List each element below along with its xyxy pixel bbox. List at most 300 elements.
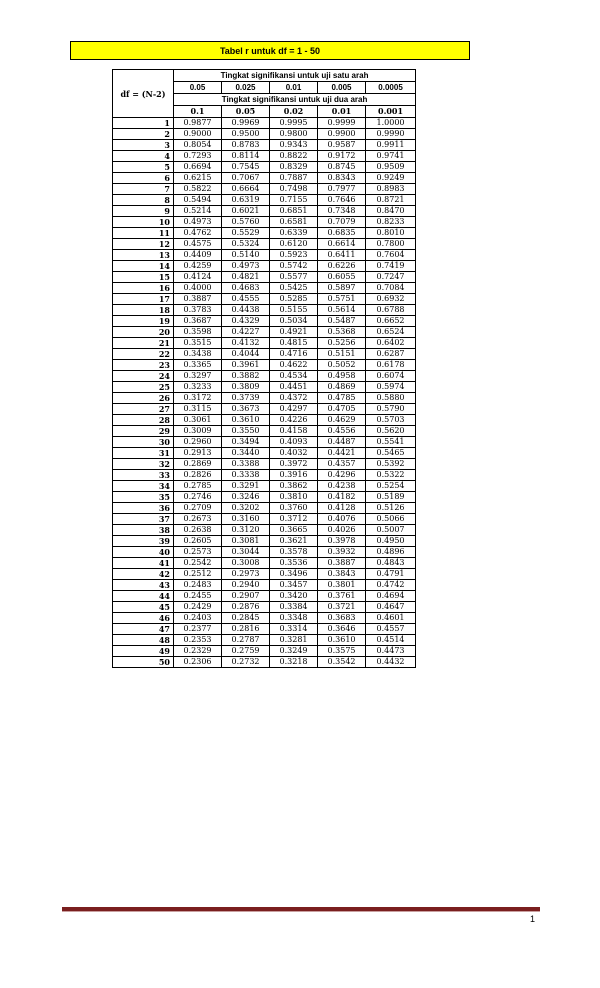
df-cell: 33 bbox=[113, 470, 174, 481]
r-value-cell: 0.5620 bbox=[366, 426, 416, 437]
table-row bbox=[113, 272, 416, 283]
r-value-cell: 0.5007 bbox=[366, 525, 416, 536]
r-value-cell: 0.3438 bbox=[174, 349, 222, 360]
df-cell: 37 bbox=[113, 514, 174, 525]
r-value-cell: 0.3809 bbox=[222, 382, 270, 393]
r-value-cell: 0.7498 bbox=[270, 184, 318, 195]
r-value-cell: 0.2746 bbox=[174, 492, 222, 503]
r-value-cell: 0.4044 bbox=[222, 349, 270, 360]
table-row bbox=[113, 602, 416, 613]
r-value-cell: 0.2973 bbox=[222, 569, 270, 580]
r-value-cell: 0.4869 bbox=[318, 382, 366, 393]
r-value-cell: 0.3246 bbox=[222, 492, 270, 503]
r-value-cell: 0.9509 bbox=[366, 162, 416, 173]
table-row bbox=[113, 503, 416, 514]
df-cell: 1 bbox=[113, 118, 174, 129]
df-cell: 35 bbox=[113, 492, 174, 503]
table-row bbox=[113, 173, 416, 184]
table-row bbox=[113, 195, 416, 206]
r-value-cell: 0.3721 bbox=[318, 602, 366, 613]
r-value-cell: 0.3961 bbox=[222, 360, 270, 371]
r-value-cell: 0.3801 bbox=[318, 580, 366, 591]
r-value-cell: 0.3712 bbox=[270, 514, 318, 525]
r-value-cell: 0.2542 bbox=[174, 558, 222, 569]
r-value-cell: 0.5368 bbox=[318, 327, 366, 338]
r-value-cell: 0.6319 bbox=[222, 195, 270, 206]
r-value-cell: 0.3916 bbox=[270, 470, 318, 481]
r-value-cell: 0.3882 bbox=[222, 371, 270, 382]
df-cell: 32 bbox=[113, 459, 174, 470]
table-row bbox=[113, 239, 416, 250]
r-value-cell: 0.5703 bbox=[366, 415, 416, 426]
r-value-cell: 0.3621 bbox=[270, 536, 318, 547]
r-value-cell: 0.2845 bbox=[222, 613, 270, 624]
r-value-cell: 0.5897 bbox=[318, 283, 366, 294]
r-value-cell: 0.7247 bbox=[366, 272, 416, 283]
table-row bbox=[113, 162, 416, 173]
r-value-cell: 0.5189 bbox=[366, 492, 416, 503]
r-value-cell: 0.4629 bbox=[318, 415, 366, 426]
r-value-cell: 0.4556 bbox=[318, 426, 366, 437]
r-value-cell: 0.3172 bbox=[174, 393, 222, 404]
r-value-cell: 0.4296 bbox=[318, 470, 366, 481]
r-value-cell: 0.4227 bbox=[222, 327, 270, 338]
df-cell: 13 bbox=[113, 250, 174, 261]
page-number: 1 bbox=[530, 914, 536, 924]
df-cell: 9 bbox=[113, 206, 174, 217]
table-row bbox=[113, 448, 416, 459]
r-value-cell: 0.5529 bbox=[222, 228, 270, 239]
r-value-cell: 0.6402 bbox=[366, 338, 416, 349]
r-value-cell: 0.5494 bbox=[174, 195, 222, 206]
df-cell: 23 bbox=[113, 360, 174, 371]
r-value-cell: 0.5790 bbox=[366, 404, 416, 415]
r-value-cell: 0.3160 bbox=[222, 514, 270, 525]
table-row bbox=[113, 393, 416, 404]
table-row bbox=[113, 151, 416, 162]
r-value-cell: 0.3646 bbox=[318, 624, 366, 635]
one-tail-level: 0.05 bbox=[174, 82, 222, 94]
df-cell: 29 bbox=[113, 426, 174, 437]
table-row bbox=[113, 371, 416, 382]
r-value-cell: 0.4973 bbox=[222, 261, 270, 272]
r-value-cell: 0.9343 bbox=[270, 140, 318, 151]
r-value-cell: 0.9877 bbox=[174, 118, 222, 129]
r-value-cell: 0.3457 bbox=[270, 580, 318, 591]
r-value-cell: 0.5254 bbox=[366, 481, 416, 492]
df-cell: 30 bbox=[113, 437, 174, 448]
df-cell: 2 bbox=[113, 129, 174, 140]
table-row bbox=[113, 118, 416, 129]
r-value-cell: 0.6614 bbox=[318, 239, 366, 250]
r-value-cell: 0.5425 bbox=[270, 283, 318, 294]
r-value-cell: 0.7348 bbox=[318, 206, 366, 217]
r-value-cell: 0.6524 bbox=[366, 327, 416, 338]
r-value-cell: 0.3932 bbox=[318, 547, 366, 558]
r-value-cell: 0.3281 bbox=[270, 635, 318, 646]
r-value-cell: 0.3420 bbox=[270, 591, 318, 602]
r-value-cell: 0.4716 bbox=[270, 349, 318, 360]
table-row bbox=[113, 184, 416, 195]
r-value-cell: 0.3610 bbox=[222, 415, 270, 426]
r-value-cell: 0.4000 bbox=[174, 283, 222, 294]
r-value-cell: 0.3202 bbox=[222, 503, 270, 514]
r-value-cell: 0.4921 bbox=[270, 327, 318, 338]
r-value-cell: 0.9969 bbox=[222, 118, 270, 129]
df-cell: 26 bbox=[113, 393, 174, 404]
r-value-cell: 0.8114 bbox=[222, 151, 270, 162]
table-row bbox=[113, 525, 416, 536]
df-cell: 24 bbox=[113, 371, 174, 382]
r-value-cell: 0.3665 bbox=[270, 525, 318, 536]
r-value-cell: 0.3550 bbox=[222, 426, 270, 437]
two-tail-level: 0.001 bbox=[366, 106, 416, 118]
r-value-cell: 0.2876 bbox=[222, 602, 270, 613]
r-value-cell: 0.6339 bbox=[270, 228, 318, 239]
table-row bbox=[113, 415, 416, 426]
r-value-cell: 0.3233 bbox=[174, 382, 222, 393]
r-value-cell: 0.3515 bbox=[174, 338, 222, 349]
df-cell: 36 bbox=[113, 503, 174, 514]
r-value-cell: 0.4297 bbox=[270, 404, 318, 415]
r-value-cell: 0.4132 bbox=[222, 338, 270, 349]
df-cell: 25 bbox=[113, 382, 174, 393]
r-value-cell: 0.6021 bbox=[222, 206, 270, 217]
two-tail-label: Tingkat signifikansi untuk uji dua arah bbox=[174, 94, 416, 106]
table-row bbox=[113, 294, 416, 305]
r-value-cell: 0.2605 bbox=[174, 536, 222, 547]
two-tail-level: 0.05 bbox=[222, 106, 270, 118]
r-value-cell: 0.3365 bbox=[174, 360, 222, 371]
r-value-cell: 0.3578 bbox=[270, 547, 318, 558]
one-tail-level: 0.0005 bbox=[366, 82, 416, 94]
r-value-cell: 0.4534 bbox=[270, 371, 318, 382]
r-value-cell: 0.5760 bbox=[222, 217, 270, 228]
r-value-cell: 0.9800 bbox=[270, 129, 318, 140]
r-value-cell: 0.3862 bbox=[270, 481, 318, 492]
r-value-cell: 0.4432 bbox=[366, 657, 416, 668]
table-row bbox=[113, 580, 416, 591]
r-value-cell: 0.6120 bbox=[270, 239, 318, 250]
r-value-cell: 0.7079 bbox=[318, 217, 366, 228]
r-value-cell: 0.5151 bbox=[318, 349, 366, 360]
r-value-cell: 0.2787 bbox=[222, 635, 270, 646]
r-value-cell: 0.3575 bbox=[318, 646, 366, 657]
df-cell: 16 bbox=[113, 283, 174, 294]
table-row bbox=[113, 437, 416, 448]
table-row bbox=[113, 459, 416, 470]
table-row bbox=[113, 569, 416, 580]
footer-rule-shadow bbox=[62, 911, 540, 912]
r-value-cell: 0.5052 bbox=[318, 360, 366, 371]
r-value-cell: 0.8822 bbox=[270, 151, 318, 162]
r-value-cell: 0.9172 bbox=[318, 151, 366, 162]
r-value-cell: 0.5742 bbox=[270, 261, 318, 272]
one-tail-level: 0.01 bbox=[270, 82, 318, 94]
df-cell: 49 bbox=[113, 646, 174, 657]
table-row bbox=[113, 547, 416, 558]
r-value-cell: 0.4973 bbox=[174, 217, 222, 228]
r-value-cell: 0.9249 bbox=[366, 173, 416, 184]
r-value-cell: 0.3120 bbox=[222, 525, 270, 536]
r-value-cell: 0.4182 bbox=[318, 492, 366, 503]
r-value-cell: 0.3009 bbox=[174, 426, 222, 437]
table-row bbox=[113, 558, 416, 569]
r-value-cell: 0.6652 bbox=[366, 316, 416, 327]
df-cell: 45 bbox=[113, 602, 174, 613]
r-value-cell: 0.3384 bbox=[270, 602, 318, 613]
r-value-cell: 0.4694 bbox=[366, 591, 416, 602]
r-value-cell: 0.9995 bbox=[270, 118, 318, 129]
table-row bbox=[113, 206, 416, 217]
r-value-cell: 0.4575 bbox=[174, 239, 222, 250]
r-value-cell: 0.4601 bbox=[366, 613, 416, 624]
table-row bbox=[113, 404, 416, 415]
r-value-cell: 0.8054 bbox=[174, 140, 222, 151]
r-value-cell: 0.8329 bbox=[270, 162, 318, 173]
table-row bbox=[113, 591, 416, 602]
r-value-cell: 0.2512 bbox=[174, 569, 222, 580]
df-cell: 46 bbox=[113, 613, 174, 624]
r-value-cell: 0.2306 bbox=[174, 657, 222, 668]
table-row bbox=[113, 360, 416, 371]
df-cell: 40 bbox=[113, 547, 174, 558]
table-row bbox=[113, 228, 416, 239]
r-value-cell: 0.3314 bbox=[270, 624, 318, 635]
df-cell: 14 bbox=[113, 261, 174, 272]
r-value-cell: 0.2638 bbox=[174, 525, 222, 536]
r-value-cell: 0.7977 bbox=[318, 184, 366, 195]
r-value-cell: 0.2913 bbox=[174, 448, 222, 459]
r-value-cell: 1.0000 bbox=[366, 118, 416, 129]
r-value-cell: 0.4487 bbox=[318, 437, 366, 448]
r-value-cell: 0.3810 bbox=[270, 492, 318, 503]
r-value-cell: 0.3673 bbox=[222, 404, 270, 415]
df-cell: 47 bbox=[113, 624, 174, 635]
r-value-cell: 0.4438 bbox=[222, 305, 270, 316]
r-value-cell: 0.5751 bbox=[318, 294, 366, 305]
r-value-cell: 0.3440 bbox=[222, 448, 270, 459]
r-value-cell: 0.4238 bbox=[318, 481, 366, 492]
r-value-cell: 0.4705 bbox=[318, 404, 366, 415]
r-value-cell: 0.9911 bbox=[366, 140, 416, 151]
df-cell: 44 bbox=[113, 591, 174, 602]
r-value-cell: 0.6178 bbox=[366, 360, 416, 371]
r-value-cell: 0.3536 bbox=[270, 558, 318, 569]
r-value-cell: 0.8983 bbox=[366, 184, 416, 195]
r-value-cell: 0.5577 bbox=[270, 272, 318, 283]
r-value-cell: 0.3760 bbox=[270, 503, 318, 514]
r-value-cell: 0.4226 bbox=[270, 415, 318, 426]
r-value-cell: 0.3008 bbox=[222, 558, 270, 569]
r-value-cell: 0.8783 bbox=[222, 140, 270, 151]
r-value-cell: 0.4124 bbox=[174, 272, 222, 283]
r-value-cell: 0.7419 bbox=[366, 261, 416, 272]
r-value-cell: 0.5140 bbox=[222, 250, 270, 261]
r-value-cell: 0.2907 bbox=[222, 591, 270, 602]
table-row bbox=[113, 129, 416, 140]
df-cell: 22 bbox=[113, 349, 174, 360]
r-value-cell: 0.5214 bbox=[174, 206, 222, 217]
df-cell: 15 bbox=[113, 272, 174, 283]
r-value-cell: 0.4357 bbox=[318, 459, 366, 470]
r-value-cell: 0.4821 bbox=[222, 272, 270, 283]
r-value-cell: 0.8745 bbox=[318, 162, 366, 173]
two-tail-level: 0.1 bbox=[174, 106, 222, 118]
r-value-cell: 0.3338 bbox=[222, 470, 270, 481]
r-value-cell: 0.4762 bbox=[174, 228, 222, 239]
df-cell: 39 bbox=[113, 536, 174, 547]
table-row bbox=[113, 635, 416, 646]
r-value-cell: 0.8343 bbox=[318, 173, 366, 184]
df-cell: 34 bbox=[113, 481, 174, 492]
r-value-cell: 0.7604 bbox=[366, 250, 416, 261]
r-value-cell: 0.7067 bbox=[222, 173, 270, 184]
r-value-cell: 0.6581 bbox=[270, 217, 318, 228]
r-value-cell: 0.3291 bbox=[222, 481, 270, 492]
r-value-cell: 0.5614 bbox=[318, 305, 366, 316]
r-value-cell: 0.6215 bbox=[174, 173, 222, 184]
two-tail-level: 0.02 bbox=[270, 106, 318, 118]
r-value-cell: 0.6694 bbox=[174, 162, 222, 173]
r-value-cell: 0.6664 bbox=[222, 184, 270, 195]
r-value-cell: 0.3739 bbox=[222, 393, 270, 404]
table-row bbox=[113, 327, 416, 338]
r-value-cell: 0.3761 bbox=[318, 591, 366, 602]
table-row bbox=[113, 250, 416, 261]
r-value-cell: 0.2377 bbox=[174, 624, 222, 635]
r-value-cell: 0.4555 bbox=[222, 294, 270, 305]
r-value-cell: 0.2573 bbox=[174, 547, 222, 558]
r-value-cell: 0.5126 bbox=[366, 503, 416, 514]
r-value-cell: 0.4742 bbox=[366, 580, 416, 591]
r-value-cell: 0.8721 bbox=[366, 195, 416, 206]
r-value-cell: 0.5465 bbox=[366, 448, 416, 459]
r-value-cell: 0.2826 bbox=[174, 470, 222, 481]
r-value-cell: 0.3494 bbox=[222, 437, 270, 448]
r-value-cell: 0.5324 bbox=[222, 239, 270, 250]
df-cell: 3 bbox=[113, 140, 174, 151]
df-cell: 7 bbox=[113, 184, 174, 195]
r-value-cell: 0.2353 bbox=[174, 635, 222, 646]
r-value-cell: 0.8010 bbox=[366, 228, 416, 239]
r-value-cell: 0.4158 bbox=[270, 426, 318, 437]
two-tail-level: 0.01 bbox=[318, 106, 366, 118]
r-value-cell: 0.3496 bbox=[270, 569, 318, 580]
r-value-cell: 0.3542 bbox=[318, 657, 366, 668]
r-value-cell: 0.9990 bbox=[366, 129, 416, 140]
df-cell: 50 bbox=[113, 657, 174, 668]
table-row bbox=[113, 514, 416, 525]
r-value-cell: 0.3348 bbox=[270, 613, 318, 624]
r-value-cell: 0.4950 bbox=[366, 536, 416, 547]
table-row bbox=[113, 536, 416, 547]
r-value-cell: 0.3783 bbox=[174, 305, 222, 316]
one-tail-level: 0.025 bbox=[222, 82, 270, 94]
r-table bbox=[112, 69, 416, 668]
r-value-cell: 0.6851 bbox=[270, 206, 318, 217]
r-value-cell: 0.3044 bbox=[222, 547, 270, 558]
r-value-cell: 0.4815 bbox=[270, 338, 318, 349]
r-value-cell: 0.2785 bbox=[174, 481, 222, 492]
r-value-cell: 0.6788 bbox=[366, 305, 416, 316]
table-row bbox=[113, 217, 416, 228]
r-value-cell: 0.2483 bbox=[174, 580, 222, 591]
r-value-cell: 0.5974 bbox=[366, 382, 416, 393]
r-value-cell: 0.9900 bbox=[318, 129, 366, 140]
df-cell: 42 bbox=[113, 569, 174, 580]
r-value-cell: 0.5034 bbox=[270, 316, 318, 327]
r-value-cell: 0.9000 bbox=[174, 129, 222, 140]
table-row bbox=[113, 426, 416, 437]
table-row bbox=[113, 481, 416, 492]
r-value-cell: 0.4557 bbox=[366, 624, 416, 635]
table-row bbox=[113, 316, 416, 327]
r-value-cell: 0.4785 bbox=[318, 393, 366, 404]
df-cell: 27 bbox=[113, 404, 174, 415]
r-value-cell: 0.3972 bbox=[270, 459, 318, 470]
r-value-cell: 0.2329 bbox=[174, 646, 222, 657]
r-value-cell: 0.4026 bbox=[318, 525, 366, 536]
r-value-cell: 0.3081 bbox=[222, 536, 270, 547]
r-value-cell: 0.5923 bbox=[270, 250, 318, 261]
r-value-cell: 0.9741 bbox=[366, 151, 416, 162]
r-value-cell: 0.4372 bbox=[270, 393, 318, 404]
r-value-cell: 0.5322 bbox=[366, 470, 416, 481]
r-value-cell: 0.4622 bbox=[270, 360, 318, 371]
df-cell: 21 bbox=[113, 338, 174, 349]
r-value-cell: 0.4409 bbox=[174, 250, 222, 261]
table-row bbox=[113, 470, 416, 481]
r-value-cell: 0.6226 bbox=[318, 261, 366, 272]
df-cell: 20 bbox=[113, 327, 174, 338]
r-value-cell: 0.6287 bbox=[366, 349, 416, 360]
r-value-cell: 0.3978 bbox=[318, 536, 366, 547]
r-value-cell: 0.4421 bbox=[318, 448, 366, 459]
r-value-cell: 0.5822 bbox=[174, 184, 222, 195]
r-value-cell: 0.6932 bbox=[366, 294, 416, 305]
r-value-cell: 0.2455 bbox=[174, 591, 222, 602]
df-cell: 11 bbox=[113, 228, 174, 239]
table-title: Tabel r untuk df = 1 - 50 bbox=[70, 41, 470, 60]
table-row bbox=[113, 305, 416, 316]
r-value-cell: 0.7545 bbox=[222, 162, 270, 173]
r-value-cell: 0.9500 bbox=[222, 129, 270, 140]
r-value-cell: 0.2960 bbox=[174, 437, 222, 448]
table-row bbox=[113, 624, 416, 635]
r-value-cell: 0.4791 bbox=[366, 569, 416, 580]
df-cell: 4 bbox=[113, 151, 174, 162]
r-value-cell: 0.7646 bbox=[318, 195, 366, 206]
r-value-cell: 0.6055 bbox=[318, 272, 366, 283]
df-cell: 8 bbox=[113, 195, 174, 206]
r-value-cell: 0.3297 bbox=[174, 371, 222, 382]
r-value-cell: 0.3598 bbox=[174, 327, 222, 338]
r-value-cell: 0.3610 bbox=[318, 635, 366, 646]
r-value-cell: 0.5256 bbox=[318, 338, 366, 349]
table-row bbox=[113, 657, 416, 668]
r-value-cell: 0.9587 bbox=[318, 140, 366, 151]
r-value-cell: 0.2816 bbox=[222, 624, 270, 635]
r-value-cell: 0.3218 bbox=[270, 657, 318, 668]
r-value-cell: 0.4259 bbox=[174, 261, 222, 272]
r-value-cell: 0.4514 bbox=[366, 635, 416, 646]
r-value-cell: 0.3249 bbox=[270, 646, 318, 657]
df-cell: 31 bbox=[113, 448, 174, 459]
r-value-cell: 0.2869 bbox=[174, 459, 222, 470]
r-value-cell: 0.5487 bbox=[318, 316, 366, 327]
r-value-cell: 0.4451 bbox=[270, 382, 318, 393]
